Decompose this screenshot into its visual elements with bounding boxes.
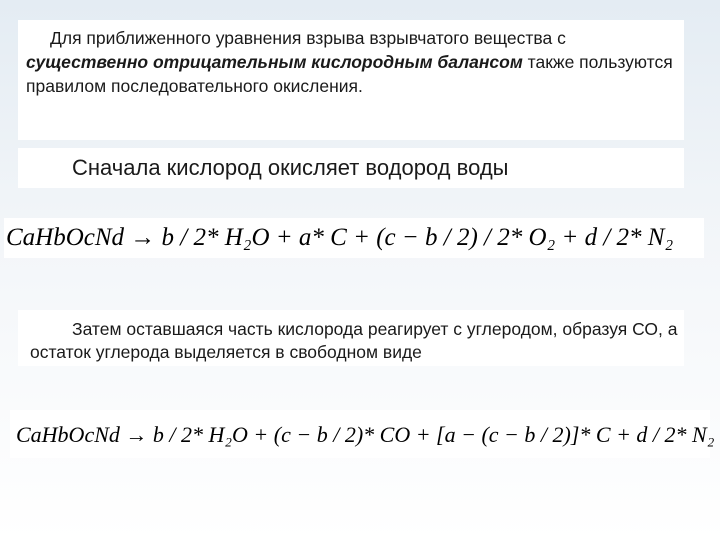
- equation-1: CaHbOcNd → b / 2* H₂O + a* C + (c − b / 2) / 2* O₂ + d / 2* N₂: [6, 224, 674, 251]
- step2-text: Затем оставшаяся часть кислорода реагирует с углеродом, образуя СО, а остаток углерода выделяется в свободном виде: [30, 319, 678, 362]
- intro-text-part1: Для приближенного уравнения взрыва взрывчатого вещества с: [50, 28, 566, 48]
- equation-2: CaHbOcNd → b / 2* H₂O + (c − b / 2)* CO + [a − (c − b / 2)]* C + d / 2* N₂: [16, 422, 715, 447]
- intro-emphasis: существенно отрицательным кислородным балансом: [26, 52, 523, 72]
- intro-text-part2: также пользуются правилом последовательного окисления.: [26, 52, 673, 96]
- step2-paragraph: [30, 318, 680, 364]
- step1-text: Сначала кислород окисляет водород воды: [72, 155, 509, 180]
- intro-paragraph: [26, 26, 676, 98]
